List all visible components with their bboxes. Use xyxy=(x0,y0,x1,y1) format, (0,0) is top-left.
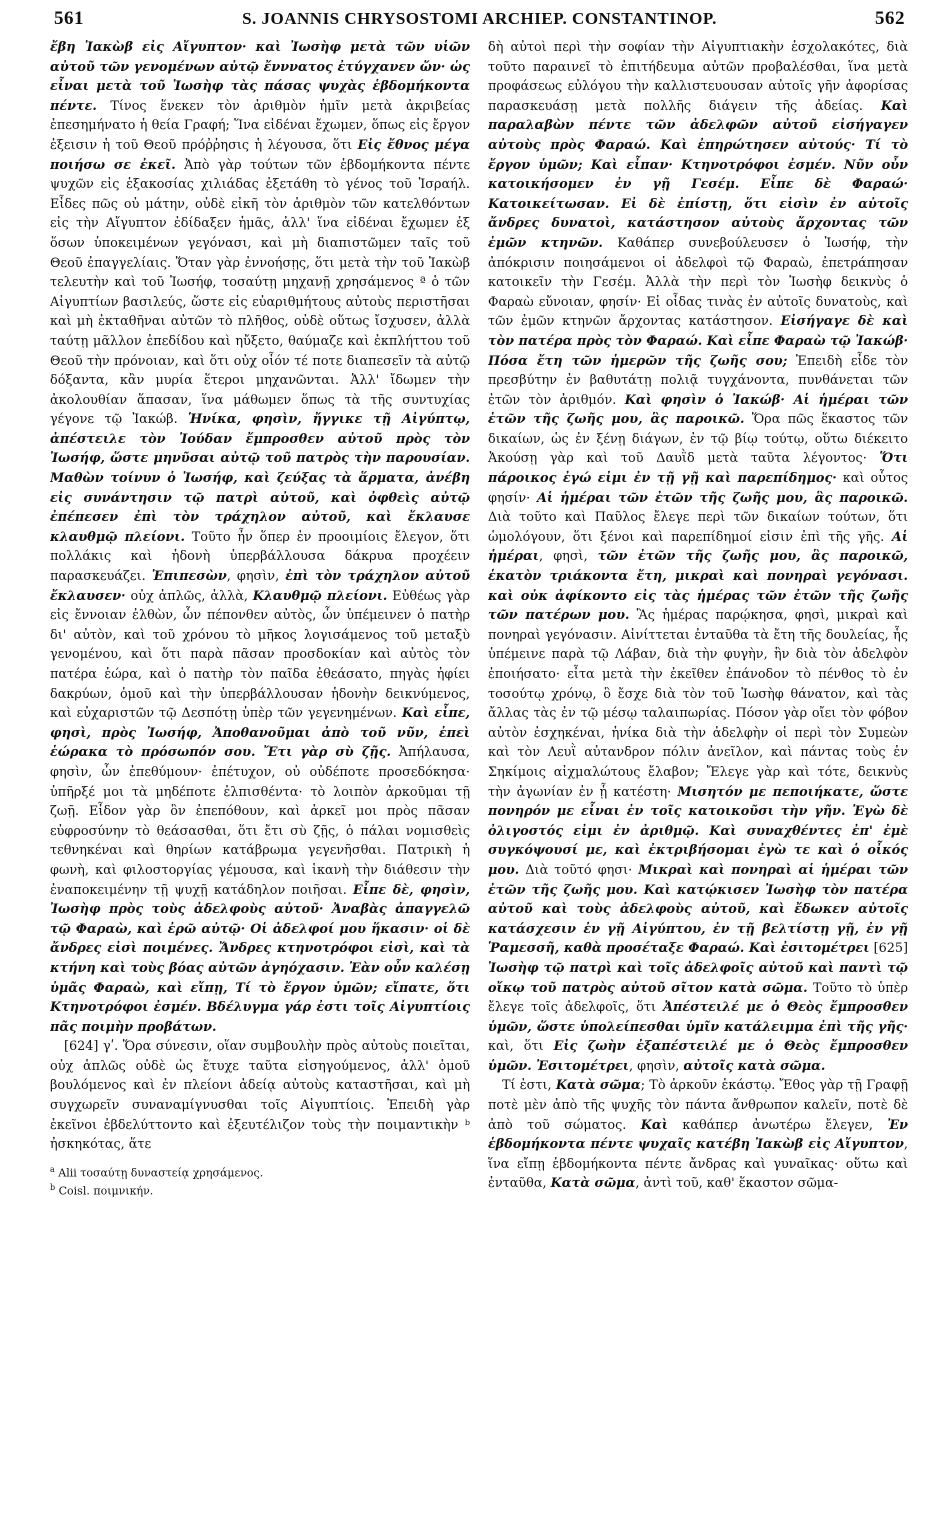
page-number-left: 561 xyxy=(54,8,84,29)
text-segment: Ἐν ἑβδομήκοντα πέντε ψυχαῖς κατέβη Ἰακὼβ εἰς Αἴγυπτον xyxy=(488,1117,908,1153)
footnote-mark: a xyxy=(50,1164,55,1174)
text-segment: Τοῦτο ἦν ὅπερ ἐν προοιμίοις ἔλεγον, ὅτι πολλάκις καὶ ἡδονὴ ὑπερβάλλουσα δάκρυα προχέειν παρασκευάζει. xyxy=(50,529,470,585)
text-segment: , φησὶ, xyxy=(539,549,598,565)
footnote-text: Coisl. ποιμνικήν. xyxy=(58,1184,154,1198)
text-segment: Εἰς ἔθνος μέγα ποιήσω σε ἐκεῖ. xyxy=(50,137,470,173)
text-segment: , φησὶν, xyxy=(226,569,286,585)
text-segment: Ἡνίκα, φησὶν, ἤγγικε τῇ Αἰγύπτῳ, ἀπέστειλε τὸν Ἰούδαν ἔμπροσθεν αὐτοῦ πρὸς τὸν Ἰωσήφ, ὥστε μηνῦσαι αὐτῷ τοῦ πατρὸς τὴν παρουσίαν. Μαθὼν τοίνυν ὁ Ἰωσήφ, καὶ ζεύξας τὰ ἅρματα, ἀνέβη εἰς συνάντησιν τῷ πατρὶ αὐτοῦ, καὶ ὀφθεὶς αὐτῷ ἐπέπεσεν ἐπὶ τὸν τράχηλον αὐτοῦ, καὶ ἔκλαυσε κλαυθμῷ πλείονι. xyxy=(50,412,470,545)
text-segment: Καὶ φησὶν ὁ Ἰακώβ· Αἱ ἡμέραι τῶν ἐτῶν τῆς ζωῆς μου, ἃς παροικῶ. xyxy=(488,392,908,428)
text-segment: Κλαυθμῷ πλείονι. xyxy=(252,588,388,604)
text-segment: Αἱ ἡμέραι xyxy=(488,529,908,565)
text-segment: Καὶ παραλαβὼν πέντε τῶν ἀδελφῶν αὐτοῦ εἰσήγαγεν αὐτοὺς πρὸς Φαραώ. Καὶ ἐπηρώτησεν αὐτούς· Τί τὸ ἔργον ὑμῶν; Καὶ εἶπαν· Κτηνοτρόφοι ἐσμέν. Νῦν οὖν κατοικήσομεν ἐν γῇ Γεσέμ. Εἶπε δὲ Φαραώ· Κατοικείτωσαν. Εἰ δὲ ἐπίστῃ, ὅτι εἰσὶν ἐν αὐτοῖς ἄνδρες δυνατοὶ, κατάστησον αὐτοὺς ἄρχοντας τῶν ἐμῶν κτηνῶν. xyxy=(488,98,908,251)
footnote-text: Alii τοσαύτῃ δυναστείᾳ χρησάμενος. xyxy=(58,1166,264,1180)
right-column xyxy=(488,38,908,1198)
text-segment: ἐπὶ τὸν τράχηλον αὐτοῦ ἔκλαυσεν· xyxy=(50,569,470,604)
text-segment: , φησὶν, xyxy=(628,1058,684,1074)
text-segment: δὴ αὐτοὶ περὶ τὴν σοφίαν τὴν Αἰγυπτιακὴν ἐσχολακότες, διὰ τοῦτο παραινεῖ τὸ ἐπιτήδευμα αὐτῶν προβαλέσθαι, ἵνα μετὰ προφάσεως εὐλόγου τὴν καλλιστευουσαν αὐτοῖς γῆν ἀφορίσας παρασκευάσῃ μετὰ πολλῆς διάγειν τῆς ἀδείας. xyxy=(488,40,908,114)
text-segment: ἔβη Ἰακὼβ εἰς Αἴγυπτον· καὶ Ἰωσὴφ μετὰ τῶν υἱῶν αὐτοῦ τῶν γενομένων αὐτῷ ἔνννατος ἐτύγχανεν ὤν· ὡς εἶναι μετὰ τοῦ Ἰωσὴφ τὰς πάσας ψυχὰς ἑβδομήκοντα πέντε. xyxy=(50,40,470,114)
text-segment: Ἀπὸ γὰρ τούτων τῶν ἑβδομήκοντα πέντε ψυχῶν εἰς ἑξακοσίας χιλιάδας ἐξετάθη τὸ γένος τοῦ Ἰσραήλ. Εἶδες πῶς οὐ μάτην, οὐδὲ εἰκῆ τὸν ἀριθμὸν τῶν κατελθόντων εἰς τὴν Αἴγυπτον ἐδίδαξεν ἡμᾶς, ἀλλ' ἵνα εἰδέναι ἔχωμεν ἐξ ὅσων ὑποκειμένων γεγόνασι, καὶ μὴ διαπιστῶμεν ταῖς τοῦ Θεοῦ ἐπαγγελίαις. Ὅταν γὰρ ἐννοήσῃς, ὅτι μετὰ τὴν τοῦ Ἰακὼβ τελευτὴν καὶ τοῦ Ἰωσήφ, τοσαύτῃ μηχανῇ χρησάμενος ª ὁ τῶν Αἰγυπτίων βασιλεύς, ὥστε εἰς εὐαριθμήτους αὐτοὺς περιστῆσαι καὶ μὴ ἐκταθῆναι αὐτῶν τὸ πλῆθος, οὐδὲ οὕτως ἴσχυσεν, ἀλλὰ ταύτῃ μᾶλλον ἐπεδίδου καὶ ηὔξετο, θαύμαζε καὶ ἐκπλήττου τοῦ Θεοῦ τὴν πρόνοιαν, καὶ ὅτι οὐχ οἷόν τέ ποτε διαπεσεῖν τὰ αὐτῷ δόξαντα, κἂν μυρία ἕτεροι μηχανῶνται. Ἀλλ' ἴδωμεν τὴν ἀκολουθίαν ἅπασαν, ἵνα μάθωμεν ὅπως τὰ τῆς συντυχίας γέγονε τῷ Ἰακώβ. xyxy=(50,157,470,428)
text-segment: Αἱ ἡμέραι τῶν ἐτῶν τῆς ζωῆς μου, ἃς παροικῶ. xyxy=(536,490,908,506)
text-segment: αὐτοῖς κατὰ σῶμα. xyxy=(683,1058,826,1074)
text-segment: Ἰωσὴφ τῷ πατρὶ καὶ τοῖς ἀδελφοῖς αὐτοῦ καὶ παντὶ τῷ οἴκῳ τοῦ πατρὸς αὐτοῦ σῖτον κατὰ σῶμα. xyxy=(488,960,908,996)
text-segment: Εἰς ζωὴν ἐξαπέστειλέ με ὁ Θεὸς ἔμπροσθεν ὑμῶν. Ἐσιτομέτρει xyxy=(488,1039,908,1074)
footnote xyxy=(50,1163,470,1181)
text-segment: Ἐπειδὴ εἶδε τὸν πρεσβύτην ἐν βαθυτάτῃ πολιᾷ τυγχάνοντα, πυνθάνεται τῶν ἐτῶν τὸν ἀριθμόν. xyxy=(488,353,908,408)
paragraph xyxy=(488,38,908,1076)
text-segment: Καὶ εἶπε, φησὶ, πρὸς Ἰωσήφ, Ἀποθανοῦμαι ἀπὸ τοῦ νῦν, ἐπεὶ ἑώρακα τὸ πρόσωπόν σου. Ἔτι γὰρ σὺ ζῇς. xyxy=(50,706,470,761)
footnote xyxy=(50,1181,470,1199)
text-segment: καὶ οὗτος φησίν· xyxy=(488,471,908,506)
text-segment: ; Τὸ ἀρκοῦν ἑκάστῳ. Ἔθος γὰρ τῇ Γραφῇ ποτὲ μὲν ἀπὸ τῆς ψυχῆς τὸν πάντα ἄνθρωπον καλεῖν, ποτὲ δὲ ἀπὸ τοῦ σώματος. xyxy=(488,1078,908,1133)
running-title: S. JOANNIS CHRYSOSTOMI ARCHIEP. CONSTANTINOP. xyxy=(242,9,717,28)
text-segment: οὐχ ἁπλῶς, ἀλλὰ, xyxy=(125,588,253,604)
text-segment: , ἀντὶ τοῦ, καθ' ἕκαστον σῶμα- xyxy=(635,1176,839,1192)
left-column xyxy=(50,38,470,1198)
text-columns xyxy=(50,38,909,1198)
text-segment: [625] xyxy=(869,941,908,957)
page-number-right: 562 xyxy=(875,8,905,29)
footnotes xyxy=(50,1163,470,1198)
text-segment: Τοῦτο τὸ ὑπὲρ ἔλεγε τοῖς ἀδελφοῖς, ὅτι xyxy=(488,980,908,1016)
text-segment: Εἰσήγαγε δὲ καὶ τὸν πατέρα πρὸς τὸν Φαραώ. Καὶ εἶπε Φαραὼ τῷ Ἰακώβ· Πόσα ἔτη τῶν ἡμερῶν τῆς ζωῆς σου; xyxy=(488,314,908,369)
text-segment: τῶν ἐτῶν τῆς ζωῆς μου, ἃς παροικῶ, ἑκατὸν τριάκοντα ἔτη, μικραὶ καὶ πονηραὶ γεγόνασι. καὶ οὐκ ἀφίκοντο εἰς τὰς ἡμέρας τῶν ἐτῶν τῆς ζωῆς τῶν πατέρων μου. xyxy=(488,549,908,624)
text-segment: Ὅρα πῶς ἕκαστος τῶν δικαίων, ὡς ἐν ξένῃ διάγων, ἐν τῷ βίῳ τούτῳ, οὕτω διέκειτο Ἀκούσῃ γὰρ καὶ τοῦ Δαυῒδ μετὰ ταῦτα λέγοντος· xyxy=(488,412,908,467)
text-segment: Ἀπέστειλέ με ὁ Θεὸς ἔμπροσθεν ὑμῶν, ὥστε ὑπολείπεσθαι ὑμῖν κατάλειμμα ἐπὶ τῆς γῆς· xyxy=(488,1000,908,1035)
footnote-mark: b xyxy=(50,1182,56,1192)
text-segment: Διὰ τοῦτο καὶ Παῦλος ἔλεγε περὶ τῶν δικαίων τούτων, ὅτι ὡμολόγουν, ὅτι ξένοι καὶ παρεπίδημοί εἰσιν ἐπὶ τῆς γῆς. xyxy=(488,510,908,545)
text-segment: καὶ, ὅτι xyxy=(488,1039,554,1055)
text-segment: Κατὰ σῶμα xyxy=(555,1078,641,1094)
text-segment: Μισητόν με πεποιήκατε, ὥστε πονηρόν με εἶναι ἐν τοῖς κατοικοῦσι τὴν γῆν. Ἐγὼ δὲ ὀλιγοστός εἰμι ἐν ἀριθμῷ. Καὶ συναχθέντες ἐπ' ἐμὲ συγκόψουσί με, καὶ ἐκτριβήσομαι ἐγὼ τε καὶ ὁ οἶκός μου. xyxy=(488,784,908,878)
text-segment: καθάπερ ἀνωτέρω ἔλεγεν, xyxy=(667,1117,888,1133)
text-segment: Μικραὶ καὶ πονηραὶ αἱ ἡμέραι τῶν ἐτῶν τῆς ζωῆς μου. Καὶ κατῴκισεν Ἰωσὴφ τὸν πατέρα αὐτοῦ καὶ τοὺς ἀδελφοὺς αὐτοῦ, καὶ ἔδωκεν αὐτοῖς κατάσχεσιν ἐν γῇ Αἰγύπτου, ἐν τῇ βελτίστῃ γῇ, ἐν γῇ Ῥαμεσσῆ, καθὰ προσέταξε Φαραώ. Καὶ ἐσιτομέτρει xyxy=(488,862,908,957)
text-segment: Διὰ τοῦτό φησι· xyxy=(519,862,639,878)
text-segment: Εὐθέως γὰρ εἰς ἔννοιαν ἐλθὼν, ὧν πέπονθεν αὐτὸς, ὧν ὑπέμεινεν ὁ πατὴρ δι' αὐτὸν, καὶ τοῦ χρόνου τὸ μῆκος λογισάμενος τοῦ μεταξὺ γενομένου, καὶ ὅτι παρὰ πᾶσαν προσδοκίαν καὶ αὐτὸς τὸν πατέρα ἑώρα, καὶ ὁ πατὴρ τὸν παῖδα ἐθεάσατο, πηγὰς ἠφίει δακρύων, ὁμοῦ καὶ τὴν ὑπερβάλλουσαν ἡδονὴν δεικνύμενος, καὶ εὐχαριστῶν τῷ Δεσπότῃ ὑπὲρ τῶν γεγενημένων. xyxy=(50,588,470,722)
text-segment: Κατὰ σῶμα xyxy=(550,1176,636,1192)
text-segment: Ὅτι πάροικος ἐγώ εἰμι ἐν τῇ γῇ καὶ παρεπίδημος· xyxy=(488,451,908,487)
running-header xyxy=(50,8,909,36)
text-segment: Εἶπε δὲ, φησὶν, Ἰωσὴφ πρὸς τοὺς ἀδελφοὺς αὐτοῦ· Ἀναβὰς ἀπαγγελῶ τῷ Φαραὼ, καὶ ἐρῶ αὐτῷ· Οἱ ἀδελφοί μου ἥκασιν· οἱ δὲ ἄνδρες εἰσὶ ποιμένες. Ἄνδρες κτηνοτρόφοι εἰσὶ, καὶ τὰ κτήνη καὶ τοὺς βόας αὐτῶν ἀγηόχασιν. Ἐὰν οὖν καλέσῃ ὑμᾶς Φαραὼ, καὶ εἴπῃ, Τί τὸ ἔργον ὑμῶν; εἴπατε, ὅτι Κτηνοτρόφοι ἐσμέν. Βδέλυγμα γάρ ἐστι τοῖς Αἰγυπτίοις πᾶς ποιμὴν προβάτων. xyxy=(50,882,470,1035)
text-segment: Ἐπιπεσὼν xyxy=(151,569,227,585)
text-segment: [624] γʹ. Ὅρα σύνεσιν, οἵαν συμβουλὴν πρὸς αὐτοὺς ποιεῖται, οὐχ ἁπλῶς οὐδὲ ὡς ἔτυχε ταῦτα εἰσηγούμενος, ἀλλ' ὁμοῦ βουλόμενος καὶ ἐν πλείονι ἀδείᾳ αὐτοὺς καταστῆσαι, καὶ μὴ συγχωρεῖν συναναμίγνυσθαι τοῖς Αἰγυπτίοις. Ἐπειδὴ γὰρ ἐκεῖνοι ἐβδελύττοντο καὶ ἐξευτέλιζον τοὺς τὴν ποιμαντικὴν ᵇ ἠσκηκότας, ἅτε xyxy=(50,1039,470,1153)
text-segment: Ἃς ἡμέρας παρῴκησα, φησὶ, μικραὶ καὶ πονηραὶ γεγόνασιν. Αἰνίττεται ἐνταῦθα τὰ ἔτη τῆς δουλείας, ἧς ὑπέμεινε παρὰ τῷ Λάβαν, διὰ τὴν φυγὴν, ἣν διὰ τὸν ἀδελφὸν ἐποιήσατο· εἶτα μετὰ τὴν ἐκεῖθεν ἐπάνοδον τὸ πένθος τὸ ἐν τοσούτῳ χρόνῳ, ὃ ἔσχε διὰ τὸν τοῦ Ἰωσὴφ θάνατον, καὶ τὰς ἄλλας τὰς ἐν τῷ μέσῳ ταλαιπωρίας. Πόσον γὰρ οἴει τὸν φόβον αὐτὸν ἐσχηκέναι, ἡνίκα διὰ τὴν ἀδελφὴν οἱ περὶ τὸν Συμεὼν καὶ τὸν Λευῒ αὐτανδρον πόλιν ἀνεῖλον, καὶ πάντας τοὺς ἐν Σηκίμοις αἰχμαλώτους ἔλαβον; Ἔλεγε γὰρ καὶ τότε, δεικνὺς τὴν ἀγωνίαν ἐν ᾗ κατέστη· xyxy=(488,608,908,800)
paragraph xyxy=(50,38,470,1037)
text-segment: Τίνος ἕνεκεν τὸν ἀριθμὸν ἡμῖν μετὰ ἀκριβείας ἐπεσημήνατο ἡ θεία Γραφή; Ἵνα εἰδέναι ἔχωμεν, ὅπως εἰς ἔργον ἐξεισιν ἡ τοῦ Θεοῦ πρόῤῥησις ἡ λέγουσα, ὅτι xyxy=(50,98,470,153)
text-segment: , ἵνα εἴπῃ ἑβδομήκοντα πέντε ἄνδρας καὶ γυναῖκας· οὕτω καὶ ἐνταῦθα, xyxy=(488,1137,908,1192)
paragraph xyxy=(50,1037,470,1155)
text-segment: Καθάπερ συνεβούλευσεν ὁ Ἰωσήφ, τὴν ἀπόκρισιν ποιησάμενοι οἱ ἀδελφοὶ τῷ Φαραὼ, ἐπετράπησαν κατοικεῖν τὴν Γεσέμ. Ἀλλὰ τὴν περὶ τὸν Ἰωσὴφ δεικνὺς ὁ Φαραὼ εὔνοιαν, φησίν· Εἰ οἶδας τινὰς ἐν αὐτοῖς δυνατοὺς, καὶ τῶν ἐμῶν κτηνῶν ἄρχοντας κατάστησον. xyxy=(488,235,908,330)
text-segment: Καὶ xyxy=(640,1117,668,1133)
text-segment: Ἀπήλαυσα, φησὶν, ὧν ἐπεθύμουν· ἐπέτυχον, οὐ οὐδέποτε προσεδόκησα· ὑπῆρξέ μοι τὰ μηδέποτε ἐλπισθέντα· τὸ λοιπὸν ἀρκοῦμαι τῇ ζωῇ. Εἶδον γὰρ ὃν ἐπεπόθουν, καὶ ἀρκεῖ μοι πρὸς πᾶσαν εὐφροσύνην τὸ θεάσασθαι, ὅτι ἔτι σὺ ζῇς, ὁ πάλαι νομισθεὶς τεθνηκέναι καὶ θηρίων κατάβρωμα γεγενῆσθαι. Πατρικὴ ἡ φωνὴ, καὶ φιλοστοργίας γέμουσα, καὶ ἱκανὴ τὴν διάθεσιν τὴν ἐναποκειμένην τῇ ψυχῇ κατάδηλον ποιῆσαι. xyxy=(50,745,470,898)
paragraph xyxy=(488,1076,908,1194)
text-segment: Τί ἐστι, xyxy=(502,1078,556,1094)
